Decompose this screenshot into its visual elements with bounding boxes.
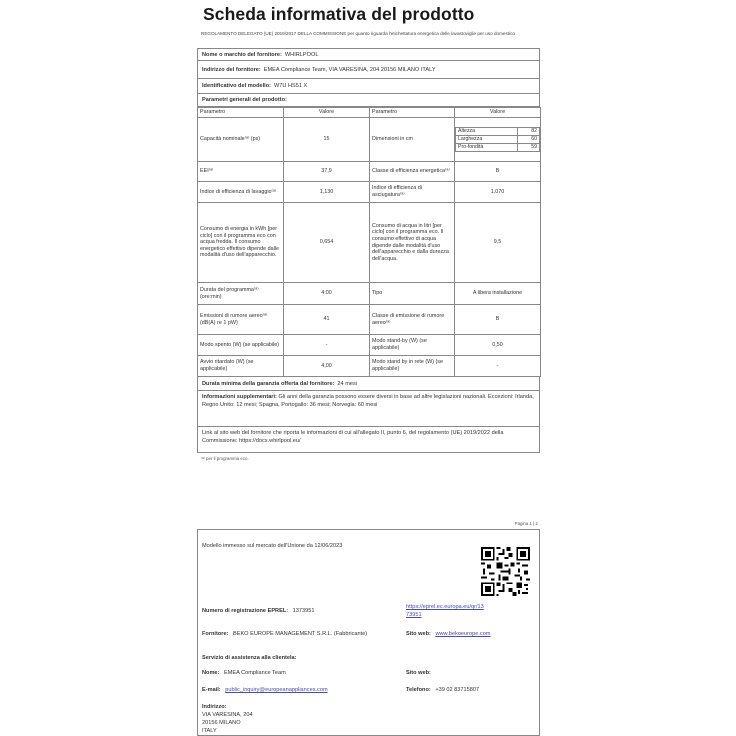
eprel-value: 1373951 <box>292 608 315 614</box>
network-standby-value: - <box>455 356 541 377</box>
email-row <box>202 686 328 694</box>
table-header-row <box>198 108 541 118</box>
dry-index-value: 1,070 <box>455 182 541 203</box>
header-value-1: Valore <box>284 108 370 118</box>
email-label: E-mail: <box>202 687 221 693</box>
model-row <box>197 79 540 94</box>
general-params-row <box>197 94 540 107</box>
address-value: EMEA Compliance Team, VIA VARESINA, 204 20156 MILANO ITALY <box>263 66 436 73</box>
noise-class-value: B <box>455 305 541 335</box>
general-params-label: Parametri generali del prodotto: <box>202 97 287 103</box>
wash-index-value: 1,130 <box>284 182 370 203</box>
model-label: Identificativo del modello: <box>202 83 271 89</box>
website-label: Sito web: <box>406 631 431 637</box>
off-mode-label: Modo spento (W) (se applicabile) <box>198 335 284 356</box>
table-row <box>198 162 541 182</box>
table-row <box>198 118 541 162</box>
model-value: W7U HS51 X <box>274 83 308 89</box>
table-row <box>198 182 541 203</box>
service-title <box>202 654 297 662</box>
address-line: VIA VARESINA, 204 <box>202 712 253 718</box>
regulation-text: REGOLAMENTO DELEGATO (UE) 2019/2017 DELLA COMMISSIONE per quanto riguarda l'etichettatura energetica delle lavastoviglie per uso domestico <box>201 31 515 36</box>
supplier-row <box>202 630 402 638</box>
wash-index-label: Indice di efficienza di lavaggio⁽ᵃ⁾ <box>198 182 284 203</box>
contact-name-row <box>202 669 286 677</box>
table-row <box>198 335 541 356</box>
service-website-label: Sito web: <box>406 670 431 676</box>
noise-class-label: Classe di emissione di rumore aereo⁽ᵃ⁾ <box>370 305 455 335</box>
address-row <box>197 61 540 79</box>
off-mode-value: - <box>284 335 370 356</box>
noise-value: 41 <box>284 305 370 335</box>
standby-value: 0,50 <box>455 335 541 356</box>
energy-consumption-value: 0,654 <box>284 203 370 283</box>
delay-start-label: Avvio ritardato (W) (se applicabile) <box>198 356 284 377</box>
header-param-2: Parametro <box>370 108 455 118</box>
table-row <box>198 305 541 335</box>
address-line: ITALY <box>202 728 217 734</box>
page-title: Scheda informativa del prodotto <box>203 4 475 24</box>
dim-name: Altezza <box>456 127 518 135</box>
delay-start-value: 4,00 <box>284 356 370 377</box>
dimension-row <box>456 127 540 135</box>
email-link[interactable]: public_inquiry@europeanappliances.com <box>225 687 328 693</box>
dim-name: Larghezza <box>456 135 518 143</box>
footnote: ⁽ᵃ⁾ per il programma eco. <box>201 456 249 461</box>
duration-value: 4:00 <box>284 283 370 305</box>
duration-label: Durata del programma⁽ᵃ⁾ (ore:min) <box>198 283 284 305</box>
supplier-row <box>197 48 540 61</box>
type-label: Tipo <box>370 283 455 305</box>
address-label: Indirizzo del fornitore: <box>202 66 261 73</box>
phone-value: +39 02 83715807 <box>435 687 480 693</box>
eprel-link[interactable]: https://eprel.ec.europa.eu/qr/1373951 <box>406 604 484 618</box>
phone-row <box>406 686 479 694</box>
energy-class-value: B <box>455 162 541 182</box>
dimensions-label: Dimensioni in cm <box>370 118 455 162</box>
capacity-label: Capacità nominale⁽ᵃ⁾ (ps) <box>198 118 284 162</box>
extra-info-block <box>197 391 540 427</box>
dim-name: Pro-fondità <box>456 144 518 152</box>
supplier-label: Nome o marchio del fornitore: <box>202 51 282 58</box>
page2-supplier-label: Fornitore: <box>202 631 229 637</box>
contact-name-label: Nome: <box>202 670 220 676</box>
dry-index-label: Indice di efficienza di asciugatura⁽ᵃ⁾ <box>370 182 455 203</box>
service-address <box>202 703 253 735</box>
table-row <box>198 283 541 305</box>
service-address-label: Indirizzo: <box>202 704 227 710</box>
service-title-text: Servizio di assistenza alla clientela: <box>202 655 297 661</box>
warranty-row <box>197 377 540 391</box>
contact-name-value: EMEA Compliance Team <box>223 670 286 676</box>
website-row <box>406 630 490 638</box>
eei-value: 37,9 <box>284 162 370 182</box>
supplier-value: WHIRLPOOL <box>284 51 319 58</box>
water-consumption-label: Consumo di acqua in litri [per ciclo] con il programma eco. Il consumo effettivo di acqua dipende dalle modalità d'uso dell'apparecchio e dalla durezza dell'acqua. <box>370 203 455 283</box>
table-row <box>198 356 541 377</box>
warranty-label: Durata minima della garanzia offerta dal fornitore: <box>202 380 335 387</box>
page-number: Pagina 1 | 2 <box>514 521 538 526</box>
eprel-label: Numero di registrazione EPREL: <box>202 608 289 614</box>
weblink-block <box>197 427 540 453</box>
table-row <box>198 203 541 283</box>
extra-info-label: Informazioni supplementari: <box>202 394 277 400</box>
header-value-2: Valore <box>455 108 541 118</box>
extra-info-value: Gli anni della garanzia possono essere diversi in base ad altre legislazioni nazionali. Eccezioni: Irlanda, Regno Unito: 12 mesi; Spagna, Portogallo: 36 mesi; Norvegia: 60 mesi <box>202 394 534 408</box>
warranty-value: 24 mesi <box>337 380 358 387</box>
product-sheet-page-1 <box>197 0 540 462</box>
eei-label: EEI⁽ᵃ⁾ <box>198 162 284 182</box>
type-value: A libera installazione <box>455 283 541 305</box>
params-table <box>197 107 541 377</box>
capacity-value: 15 <box>284 118 370 162</box>
page-2-box <box>197 529 540 736</box>
water-consumption-value: 9,5 <box>455 203 541 283</box>
placed-on-market: Modello immesso sul mercato dell'Unione da 12/06/2023 <box>202 543 343 549</box>
dimensions-cell <box>455 118 541 162</box>
dim-value: 60 <box>518 135 540 143</box>
website-link[interactable]: www.bekoeurope.com <box>435 631 491 637</box>
dimension-row <box>456 135 540 143</box>
qr-code-icon <box>481 547 530 596</box>
dim-value: 59 <box>518 144 540 152</box>
dimension-row <box>456 144 540 152</box>
noise-label: Emissioni di rumore aereo⁽ᵃ⁾ (dB(A) re 1 pW) <box>198 305 284 335</box>
address-line: 20156 MILANO <box>202 720 241 726</box>
network-standby-label: Modo stand by in rete (W) (se applicabile) <box>370 356 455 377</box>
standby-label: Modo stand-by (W) (se applicabile) <box>370 335 455 356</box>
eprel-row <box>202 607 314 615</box>
dim-value: 82 <box>518 127 540 135</box>
product-sheet-page-2 <box>197 521 540 736</box>
phone-label: Telefono: <box>406 687 431 693</box>
page2-supplier-value: BEKO EUROPE MANAGEMENT S.R.L. (Fabbricante) <box>232 631 368 637</box>
dimensions-table <box>455 127 540 153</box>
service-website-row <box>406 669 431 677</box>
energy-consumption-label: Consumo di energia in kWh [per ciclo] con il programma eco con acqua fredda. Il consumo energetico effettivo dipende dalle modalità d'uso dell'apparecchio. <box>198 203 284 283</box>
header-param-1: Parametro <box>198 108 284 118</box>
energy-class-label: Classe di efficienza energetica⁽ᵃ⁾ <box>370 162 455 182</box>
weblink-text: Link al sito web del fornitore che riporta le informazioni di cui all'allegato II, punto 6, del regolamento (UE) 2019/2022 della Commissione: https://docs.whirlpool.eu/ <box>202 430 504 444</box>
